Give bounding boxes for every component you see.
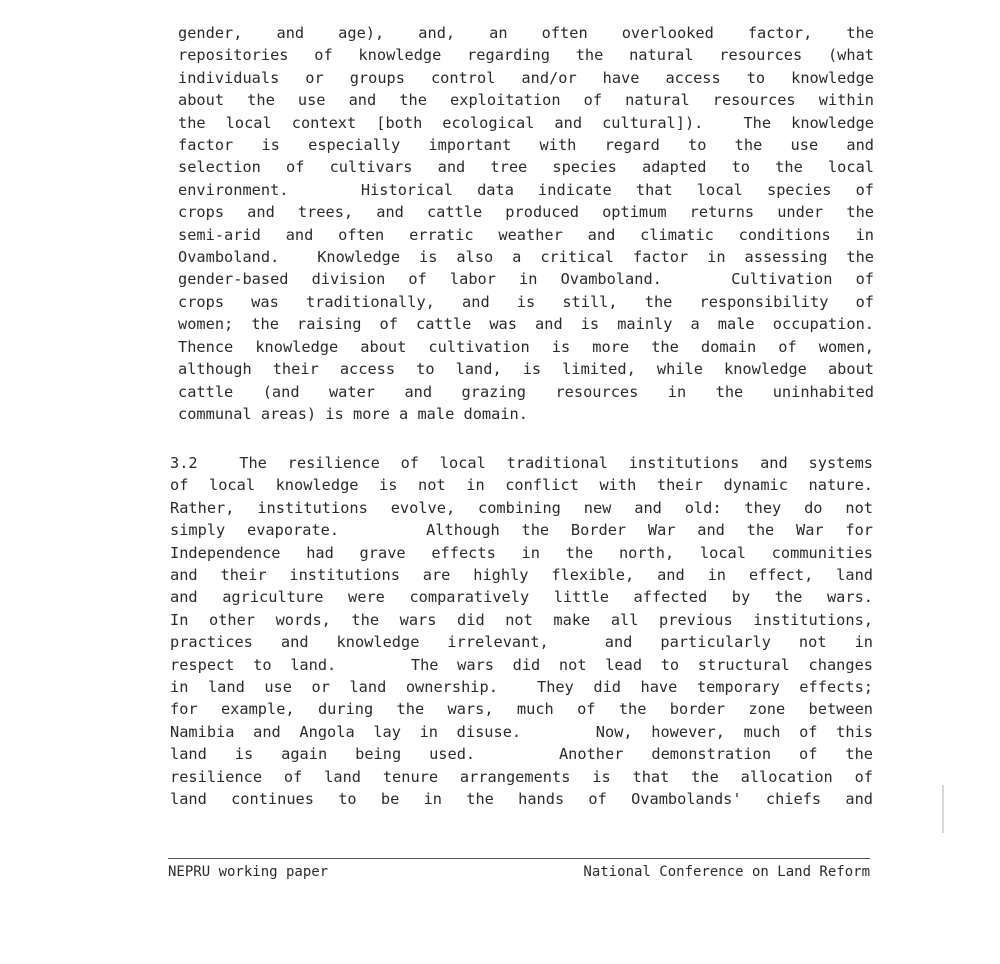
- paragraph-knowledge-factor: [178, 22, 874, 425]
- text-line: repositories of knowledge regarding the natural resources (what: [178, 46, 874, 65]
- text-line: Rather, institutions evolve, combining new and old: they do not: [170, 498, 873, 517]
- text-line: factor is especially important with regard to the use and: [178, 136, 874, 155]
- text-line: Thence knowledge about cultivation is more the domain of women,: [178, 337, 874, 356]
- text-line: gender, and age), and, an often overlooked factor, the: [178, 24, 874, 42]
- page-footer: [168, 864, 870, 880]
- text-line: environment. Historical data indicate that local species of: [178, 180, 874, 199]
- scan-artifact-mark: [942, 785, 944, 833]
- text-line: land is again being used. Another demonstration of the: [170, 745, 873, 764]
- text-line: Namibia and Angola lay in disuse. Now, however, much of this: [170, 722, 873, 741]
- text-line: simply evaporate. Although the Border War and the War for: [170, 521, 873, 540]
- text-line: although their access to land, is limited, while knowledge about: [178, 360, 874, 379]
- footer-right-text: National Conference on Land Reform: [583, 864, 870, 880]
- text-line: land continues to be in the hands of Ovambolands' chiefs and: [170, 790, 873, 809]
- text-line: crops and trees, and cattle produced optimum returns under the: [178, 203, 874, 222]
- text-line: crops was traditionally, and is still, the responsibility of: [178, 292, 874, 311]
- text-line: Ovamboland. Knowledge is also a critical factor in assessing the: [178, 248, 874, 267]
- text-line: selection of cultivars and tree species adapted to the local: [178, 158, 874, 177]
- text-line: of local knowledge is not in conflict with their dynamic nature.: [170, 476, 873, 495]
- paragraph-3-2-resilience: [170, 452, 873, 811]
- text-line: and agriculture were comparatively little affected by the wars.: [170, 588, 873, 607]
- text-line: practices and knowledge irrelevant, and particularly not in: [170, 633, 873, 652]
- footer-left-text: NEPRU working paper: [168, 864, 329, 880]
- text-line: resilience of land tenure arrangements is that the allocation of: [170, 767, 873, 786]
- text-line: women; the raising of cattle was and is mainly a male occupation.: [178, 315, 874, 334]
- text-line: semi-arid and often erratic weather and climatic conditions in: [178, 225, 874, 244]
- text-line: cattle (and water and grazing resources in the uninhabited: [178, 382, 874, 401]
- text-line: In other words, the wars did not make all previous institutions,: [170, 610, 873, 629]
- footer-rule: [168, 858, 870, 859]
- text-line: individuals or groups control and/or have access to knowledge: [178, 68, 874, 87]
- text-line: respect to land. The wars did not lead to structural changes: [170, 655, 873, 674]
- text-line: the local context [both ecological and cultural]). The knowledge: [178, 113, 874, 132]
- text-line: 3.2 The resilience of local traditional institutions and systems: [170, 454, 873, 472]
- text-line: communal areas) is more a male domain.: [178, 404, 528, 423]
- text-line: and their institutions are highly flexible, and in effect, land: [170, 566, 873, 585]
- text-line: about the use and the exploitation of natural resources within: [178, 91, 874, 110]
- text-line: Independence had grave effects in the north, local communities: [170, 543, 873, 562]
- text-line: for example, during the wars, much of the border zone between: [170, 700, 873, 719]
- text-line: gender-based division of labor in Ovamboland. Cultivation of: [178, 270, 874, 289]
- text-line: in land use or land ownership. They did have temporary effects;: [170, 678, 873, 697]
